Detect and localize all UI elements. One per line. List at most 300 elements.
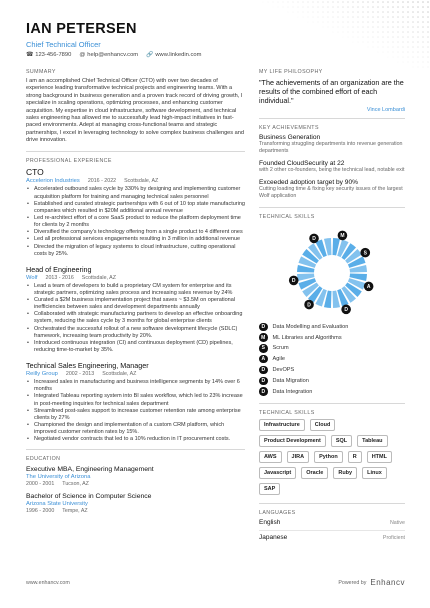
decorative-dot bbox=[367, 46, 369, 48]
decorative-dot bbox=[402, 6, 404, 8]
decorative-dot bbox=[422, 51, 424, 53]
job-bullet: • Established and curated strategic partnerships with 6 out of 10 top state manufacturing companies which resulted in $20M additional annual revenue bbox=[26, 201, 245, 215]
decorative-dot bbox=[327, 26, 329, 28]
achievement-description: with 2 other co-founders, being the technical lead, notable exit bbox=[259, 166, 405, 173]
job-title: Head of Engineering bbox=[26, 264, 92, 274]
decorative-dot bbox=[392, 1, 394, 3]
decorative-dot bbox=[407, 26, 409, 28]
decorative-dot bbox=[367, 36, 369, 38]
decorative-dot bbox=[392, 51, 394, 53]
decorative-dot bbox=[352, 31, 354, 33]
decorative-dot bbox=[417, 56, 419, 58]
decorative-dot bbox=[302, 1, 304, 3]
decorative-dot bbox=[297, 11, 299, 13]
decorative-dot bbox=[342, 16, 344, 18]
decorative-dot bbox=[372, 16, 374, 18]
decorative-dot bbox=[367, 1, 369, 3]
decorative-dot bbox=[367, 6, 369, 8]
decorative-dot bbox=[317, 1, 319, 3]
decorative-dot bbox=[422, 31, 424, 33]
achievement-description: Cutting loading time & fixing key security issues of the largest Wolf application bbox=[259, 185, 403, 199]
job-meta bbox=[26, 371, 245, 377]
wheel-skill-letter: D bbox=[307, 302, 311, 309]
decorative-dot bbox=[367, 31, 369, 33]
section-divider bbox=[26, 449, 245, 450]
decorative-dot bbox=[412, 6, 414, 8]
job-dates: 2002 - 2013 bbox=[65, 371, 95, 378]
decorative-dot bbox=[422, 26, 424, 28]
decorative-dot bbox=[397, 61, 399, 63]
decorative-dot bbox=[382, 26, 384, 28]
decorative-dot bbox=[392, 31, 394, 33]
decorative-dot bbox=[277, 1, 279, 3]
decorative-dot bbox=[392, 11, 394, 13]
decorative-dot bbox=[387, 6, 389, 8]
decorative-dot bbox=[392, 6, 394, 8]
job-location: Scottsdale, AZ bbox=[124, 178, 159, 185]
decorative-dot bbox=[327, 6, 329, 8]
skill-item bbox=[259, 332, 405, 343]
decorative-dot bbox=[327, 1, 329, 3]
language-divider bbox=[259, 530, 405, 531]
decorative-dot bbox=[397, 31, 399, 33]
decorative-dot bbox=[372, 46, 374, 48]
decorative-dot bbox=[322, 16, 324, 18]
decorative-dot bbox=[387, 1, 389, 3]
decorative-dot bbox=[352, 21, 354, 23]
decorative-dot bbox=[312, 1, 314, 3]
decorative-dot bbox=[422, 11, 424, 13]
decorative-dot bbox=[402, 56, 404, 58]
decorative-dot bbox=[392, 56, 394, 58]
skill-tag: R bbox=[348, 451, 362, 463]
right-column bbox=[259, 69, 405, 541]
decorative-dot bbox=[397, 21, 399, 23]
contact-info bbox=[26, 52, 326, 58]
wheel-skill-letter: D bbox=[291, 278, 296, 285]
decorative-dot bbox=[412, 16, 414, 18]
section-divider bbox=[259, 207, 405, 208]
decorative-dot bbox=[357, 31, 359, 33]
decorative-dot bbox=[387, 46, 389, 48]
decorative-dot bbox=[422, 41, 424, 43]
skill-item bbox=[259, 386, 405, 397]
decorative-dot bbox=[327, 16, 329, 18]
education-dates: 2000 - 2001 bbox=[26, 481, 55, 488]
decorative-dot bbox=[377, 26, 379, 28]
decorative-dot bbox=[412, 1, 414, 3]
job-bullet: • Negotiated vendor contracts that led to a 10% reduction in IT procurement costs. bbox=[26, 436, 245, 443]
decorative-dot bbox=[407, 31, 409, 33]
decorative-dot bbox=[397, 11, 399, 13]
decorative-dot bbox=[417, 41, 419, 43]
decorative-dot bbox=[382, 1, 384, 3]
decorative-dot bbox=[357, 1, 359, 3]
decorative-dot bbox=[322, 11, 324, 13]
job-bullet: • Curated a $2M business implementation project that saves ~ $3.5M on operational inefficiencies between sales and development departments annually bbox=[26, 297, 245, 311]
skill-tag: Ruby bbox=[333, 467, 357, 479]
decorative-dot bbox=[417, 36, 419, 38]
decorative-dot bbox=[357, 16, 359, 18]
linkedin-contact[interactable] bbox=[146, 52, 201, 58]
decorative-dot bbox=[342, 11, 344, 13]
achievement-title: Founded CloudSecurity at 22 bbox=[259, 159, 345, 167]
decorative-dot bbox=[387, 41, 389, 43]
decorative-dot bbox=[392, 16, 394, 18]
skill-tag: Javascript bbox=[259, 467, 296, 479]
decorative-dot bbox=[402, 21, 404, 23]
decorative-dot bbox=[292, 11, 294, 13]
job-dates: 2016 - 2022 bbox=[87, 178, 117, 185]
decorative-dot bbox=[357, 11, 359, 13]
language-name: English bbox=[259, 518, 281, 526]
section-divider bbox=[259, 118, 405, 119]
powered-by-label: Powered by bbox=[338, 579, 367, 586]
skill-item bbox=[259, 375, 405, 386]
job-meta bbox=[26, 178, 245, 184]
skill-letter-badge: A bbox=[259, 355, 268, 364]
education-entry bbox=[26, 493, 245, 514]
decorative-dot bbox=[337, 26, 339, 28]
skill-item bbox=[259, 365, 405, 376]
decorative-dot bbox=[422, 46, 424, 48]
decorative-dot bbox=[397, 26, 399, 28]
achievements-list bbox=[259, 134, 405, 199]
skill-label: Agile bbox=[272, 356, 285, 363]
decorative-dot bbox=[407, 41, 409, 43]
decorative-dot bbox=[297, 1, 299, 3]
decorative-dot bbox=[397, 1, 399, 3]
decorative-dot bbox=[412, 51, 414, 53]
decorative-dot bbox=[312, 11, 314, 13]
decorative-dot bbox=[342, 1, 344, 3]
decorative-dot bbox=[282, 6, 284, 8]
decorative-dot bbox=[382, 16, 384, 18]
decorative-dot bbox=[387, 36, 389, 38]
decorative-dot bbox=[377, 41, 379, 43]
decorative-dot bbox=[287, 6, 289, 8]
decorative-dot bbox=[337, 16, 339, 18]
decorative-dot bbox=[402, 61, 404, 63]
decorative-dot bbox=[402, 31, 404, 33]
decorative-dot bbox=[277, 6, 279, 8]
languages-heading: LANGUAGES bbox=[259, 509, 296, 516]
decorative-dot bbox=[342, 21, 344, 23]
decorative-dot bbox=[427, 41, 429, 43]
decorative-dot bbox=[337, 6, 339, 8]
linkedin-text[interactable]: www.linkedin.com bbox=[155, 52, 202, 58]
decorative-dot bbox=[422, 6, 424, 8]
decorative-dot bbox=[322, 6, 324, 8]
decorative-dot bbox=[412, 66, 414, 68]
decorative-dot bbox=[392, 46, 394, 48]
decorative-dot bbox=[272, 6, 274, 8]
decorative-dot bbox=[407, 56, 409, 58]
job-title: CTO bbox=[26, 167, 44, 178]
wheel-skill-letter: D bbox=[312, 236, 316, 243]
decorative-dot bbox=[392, 41, 394, 43]
decorative-dot bbox=[372, 6, 374, 8]
skill-label: DevOPS bbox=[272, 366, 295, 373]
skill-letter-badge: D bbox=[259, 387, 268, 396]
language-level: Proficient bbox=[382, 534, 405, 541]
skill-tag: Tableau bbox=[357, 435, 387, 447]
decorative-dot bbox=[337, 11, 339, 13]
decorative-dot bbox=[302, 6, 304, 8]
decorative-dot bbox=[312, 6, 314, 8]
language-name: Japanese bbox=[259, 533, 288, 541]
decorative-dot bbox=[382, 21, 384, 23]
email-contact[interactable] bbox=[79, 52, 138, 58]
left-column bbox=[26, 69, 245, 514]
tech-tags-heading: TECHNICAL SKILLS bbox=[259, 409, 315, 416]
quote-author: Vince Lombardi bbox=[366, 107, 405, 113]
decorative-dot bbox=[402, 36, 404, 38]
decorative-dot bbox=[427, 56, 429, 58]
skill-tag: SQL bbox=[331, 435, 352, 447]
decorative-dot bbox=[417, 11, 419, 13]
section-divider bbox=[26, 151, 245, 152]
decorative-dot bbox=[357, 36, 359, 38]
job-bullet: • Diversified the company's technology offering from a single product to 4 different ones bbox=[26, 229, 245, 236]
decorative-dot bbox=[422, 21, 424, 23]
decorative-dot bbox=[417, 1, 419, 3]
decorative-dot bbox=[317, 11, 319, 13]
decorative-dot bbox=[377, 6, 379, 8]
decorative-dot bbox=[412, 26, 414, 28]
job-bullet: • Streamlined post-sales support to increase customer retention rate among enterprise clients by 27% bbox=[26, 408, 245, 422]
decorative-dot bbox=[362, 21, 364, 23]
decorative-dot bbox=[342, 6, 344, 8]
experience-list bbox=[26, 167, 245, 443]
decorative-dot bbox=[417, 31, 419, 33]
decorative-dot bbox=[352, 11, 354, 13]
education-meta bbox=[26, 508, 245, 514]
skill-tag: Linux bbox=[362, 467, 387, 479]
decorative-dot bbox=[427, 11, 429, 13]
decorative-dot bbox=[402, 41, 404, 43]
decorative-dot bbox=[272, 1, 274, 3]
decorative-dot bbox=[382, 6, 384, 8]
decorative-dot bbox=[387, 56, 389, 58]
resume-header bbox=[26, 21, 326, 58]
decorative-dot bbox=[332, 1, 334, 3]
decorative-dot bbox=[372, 1, 374, 3]
decorative-dot bbox=[422, 66, 424, 68]
phone-icon: ☎ bbox=[26, 52, 34, 58]
skills-legend bbox=[259, 321, 405, 397]
language-item bbox=[259, 519, 405, 526]
decorative-dot bbox=[427, 61, 429, 63]
job-entry bbox=[26, 265, 245, 354]
decorative-dot bbox=[267, 1, 269, 3]
decorative-dot bbox=[352, 6, 354, 8]
decorative-dot bbox=[397, 41, 399, 43]
decorative-dot bbox=[407, 16, 409, 18]
decorative-dot bbox=[352, 26, 354, 28]
decorative-dot bbox=[337, 31, 339, 33]
decorative-dot bbox=[347, 36, 349, 38]
job-bullets bbox=[26, 186, 245, 257]
decorative-dot bbox=[397, 36, 399, 38]
decorative-dot bbox=[387, 11, 389, 13]
decorative-dot bbox=[282, 1, 284, 3]
job-title: Technical Sales Engineering, Manager bbox=[26, 361, 149, 371]
decorative-dot bbox=[342, 36, 344, 38]
achievement-title: Business Generation bbox=[259, 134, 321, 141]
decorative-dot bbox=[332, 11, 334, 13]
decorative-dot bbox=[332, 6, 334, 8]
job-bullets bbox=[26, 283, 245, 354]
skill-label: ML Libraries and Algorithms bbox=[272, 334, 342, 341]
education-list bbox=[26, 466, 245, 514]
decorative-dot bbox=[377, 51, 379, 53]
job-bullet: • Accelerated outbound sales cycle by 330% by designing and implementing customer acquisition platform for training and managing technical sales personnel bbox=[26, 186, 245, 200]
skill-letter-badge: M bbox=[259, 333, 268, 342]
job-company: Reilly Group bbox=[26, 371, 58, 378]
decorative-dot bbox=[302, 11, 304, 13]
skill-tag: Cloud bbox=[310, 419, 336, 431]
job-bullet: • Orchestrated the successful rollout of a new software development lifecycle (SDLC) framework, increasing team productivity by 20%. bbox=[26, 326, 245, 340]
decorative-dot bbox=[422, 61, 424, 63]
footer-website[interactable]: www.enhancv.com bbox=[26, 579, 70, 586]
decorative-dot bbox=[427, 16, 429, 18]
decorative-dot bbox=[317, 16, 319, 18]
decorative-dot bbox=[297, 16, 299, 18]
decorative-dot bbox=[367, 21, 369, 23]
wheel-skill-letter: M bbox=[340, 233, 345, 240]
decorative-dot bbox=[387, 16, 389, 18]
decorative-dot bbox=[332, 21, 334, 23]
skill-label: Scrum bbox=[272, 345, 289, 352]
skills-wheel-graphic bbox=[259, 223, 405, 319]
job-company: Accelerion Industries bbox=[26, 178, 80, 185]
achievements-heading: KEY ACHIEVEMENTS bbox=[259, 125, 319, 131]
decorative-dot bbox=[422, 56, 424, 58]
decorative-dot bbox=[407, 1, 409, 3]
school-name: The University of Arizona bbox=[26, 474, 91, 481]
decorative-dot bbox=[407, 61, 409, 63]
skill-tag: Oracle bbox=[301, 467, 328, 479]
skill-letter-badge: D bbox=[259, 366, 268, 375]
education-heading: EDUCATION bbox=[26, 456, 61, 463]
wheel-skill-letter: A bbox=[366, 284, 371, 291]
decorative-dot bbox=[427, 1, 429, 3]
decorative-dot bbox=[347, 21, 349, 23]
decorative-dot bbox=[347, 31, 349, 33]
decorative-dot bbox=[407, 36, 409, 38]
decorative-dot bbox=[287, 1, 289, 3]
decorative-dot bbox=[402, 16, 404, 18]
decorative-dot bbox=[377, 1, 379, 3]
decorative-dot bbox=[417, 21, 419, 23]
job-location: Scottsdale, AZ bbox=[81, 274, 116, 281]
decorative-dot bbox=[352, 16, 354, 18]
skill-label: Data Migration bbox=[272, 377, 309, 384]
decorative-dot bbox=[262, 1, 264, 3]
decorative-dot bbox=[387, 26, 389, 28]
education-location: Tempe, AZ bbox=[62, 508, 88, 515]
skill-item bbox=[259, 321, 405, 332]
decorative-dot bbox=[297, 6, 299, 8]
skills-wheel bbox=[259, 223, 405, 319]
page-footer bbox=[26, 578, 405, 587]
decorative-dot bbox=[372, 31, 374, 33]
languages-list bbox=[259, 519, 405, 541]
education-location: Tucson, AZ bbox=[62, 481, 89, 488]
decorative-dot bbox=[412, 31, 414, 33]
skill-item bbox=[259, 343, 405, 354]
degree-title: Executive MBA, Engineering Management bbox=[26, 466, 154, 474]
decorative-dot bbox=[427, 51, 429, 53]
experience-heading: PROFESSIONAL EXPERIENCE bbox=[26, 158, 112, 165]
decorative-dot bbox=[407, 21, 409, 23]
decorative-dot bbox=[292, 6, 294, 8]
degree-title: Bachelor of Science in Computer Science bbox=[26, 493, 152, 501]
decorative-dot bbox=[417, 26, 419, 28]
decorative-dot bbox=[377, 31, 379, 33]
decorative-dot bbox=[402, 51, 404, 53]
decorative-dot bbox=[407, 46, 409, 48]
decorative-dot bbox=[347, 1, 349, 3]
decorative-dot bbox=[387, 21, 389, 23]
decorative-dot bbox=[397, 46, 399, 48]
skill-tag: SAP bbox=[259, 483, 280, 495]
decorative-dot bbox=[362, 26, 364, 28]
decorative-dot bbox=[367, 11, 369, 13]
section-divider bbox=[259, 503, 405, 504]
achievement-title: Exceeded adoption target by 90% bbox=[259, 178, 358, 186]
job-bullet: • Integrated Tableau reporting system into BI sales workflow, which led to 23% increase in post-meeting inquiries for technical sales department bbox=[26, 393, 245, 407]
decorative-dot bbox=[427, 21, 429, 23]
decorative-dot bbox=[357, 21, 359, 23]
language-item bbox=[259, 534, 405, 541]
decorative-dot bbox=[357, 6, 359, 8]
education-entry bbox=[26, 466, 245, 487]
decorative-dot bbox=[387, 31, 389, 33]
decorative-dot bbox=[372, 21, 374, 23]
job-bullet: • Lead a team of developers to build a proprietary CM system for enterprise and its strategic partners, optimizing sales process and increasing sales revenue by 24% bbox=[26, 283, 245, 297]
wheel-skill-letter: D bbox=[344, 307, 348, 314]
decorative-dot bbox=[382, 11, 384, 13]
decorative-dot bbox=[372, 41, 374, 43]
decorative-dot bbox=[402, 46, 404, 48]
job-meta bbox=[26, 275, 245, 281]
decorative-dot bbox=[352, 36, 354, 38]
decorative-dot bbox=[307, 11, 309, 13]
decorative-dot bbox=[382, 31, 384, 33]
email-text[interactable]: help@enhancv.com bbox=[87, 52, 139, 58]
decorative-dot bbox=[362, 31, 364, 33]
decorative-dot bbox=[317, 6, 319, 8]
decorative-dot bbox=[397, 56, 399, 58]
decorative-dot bbox=[382, 41, 384, 43]
decorative-dot bbox=[402, 26, 404, 28]
decorative-dot bbox=[332, 16, 334, 18]
decorative-dot bbox=[412, 41, 414, 43]
decorative-dot bbox=[382, 46, 384, 48]
job-entry bbox=[26, 361, 245, 443]
skill-item bbox=[259, 354, 405, 365]
decorative-dot bbox=[377, 46, 379, 48]
education-dates: 1996 - 2000 bbox=[26, 508, 55, 515]
decorative-dot bbox=[342, 31, 344, 33]
skill-tag: Python bbox=[314, 451, 343, 463]
decorative-dot bbox=[377, 16, 379, 18]
job-bullet: • Increased sales in manufacturing and business intelligence segments by 14% over 6 months bbox=[26, 379, 245, 393]
philosophy-heading: MY LIFE PHILOSOPHY bbox=[259, 69, 323, 75]
decorative-dot bbox=[332, 26, 334, 28]
